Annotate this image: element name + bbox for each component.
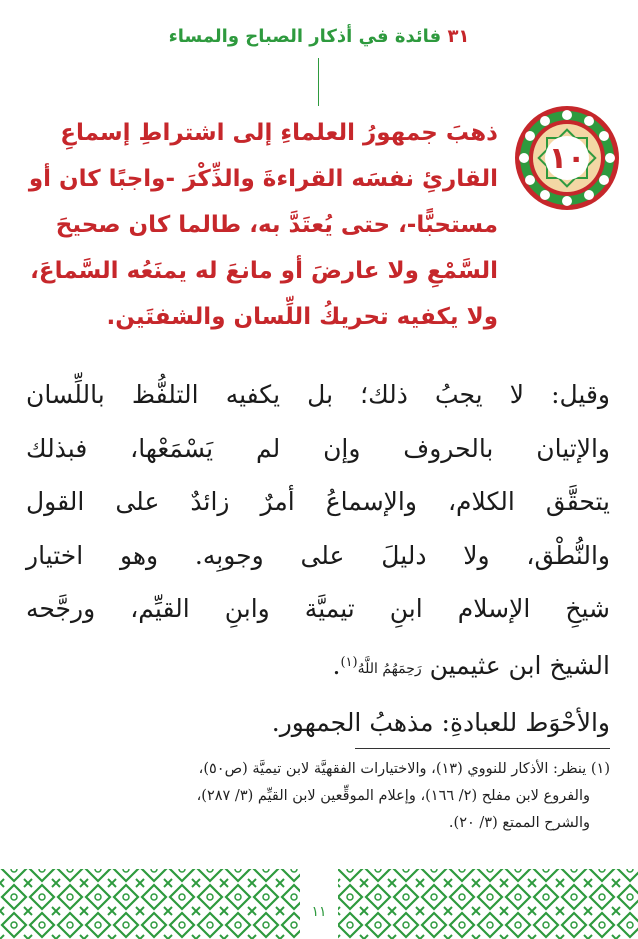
main-text-line: القارئِ نفسَه القراءةَ والذِّكْرَ -واجبًا كان أو	[28, 166, 498, 192]
footnote-separator	[355, 748, 610, 749]
body-text-line-with-honorific: الشيخ ابن عثيمين رَحِمَهُمُ اللَّهُ$^{(١)}$.	[332, 650, 610, 680]
main-text-line: ولا يكفيه تحريكُ اللِّسان والشفتَين.	[106, 304, 498, 330]
header-divider-line	[318, 58, 319, 106]
header-title: فائدة في أذكار الصباح والمساء	[168, 26, 442, 47]
footnote-line: والشرح الممتع (٣/ ٢٠).	[448, 815, 590, 831]
body-text-line: يتحقَّق الكلام، والإسماعُ أمرٌ زائدٌ على القول	[26, 487, 610, 516]
main-text-line: السَّمْعِ ولا عارضَ أو مانعَ له يمنَعُه السَّماعَ،	[30, 258, 498, 284]
body-text-fragment: الشيخ ابن عثيمين	[429, 650, 610, 680]
running-header	[0, 26, 638, 47]
decorative-border-icon	[0, 855, 638, 939]
main-text-line: ذهبَ جمهورُ العلماءِ إلى اشتراطِ إسماعِ	[60, 120, 498, 146]
main-text-line: مستحبًّا-، حتى يُعتَدَّ به، طالما كان صحيحَ	[55, 212, 498, 238]
footnote-reference: (١)	[340, 654, 358, 670]
body-text-line: والإتيان بالحروف وإن لم يَسْمَعْها، فبذلك	[26, 433, 610, 463]
body-paragraph	[26, 368, 610, 750]
body-text-line: وقيل: لا يجبُ ذلك؛ بل يكفيه التلفُّظ باللِّسان	[26, 380, 610, 409]
footnote-line: (١) ينظر: الأذكار للنووي (١٣)، والاختيارات الفقهيَّة لابن تيميَّة (ص٥٠)،	[198, 761, 610, 777]
body-text-line: والأحْوَط للعبادةِ: مذهبُ الجمهور.	[271, 708, 610, 737]
benefit-number: ١٠	[548, 140, 586, 176]
main-statement	[28, 110, 498, 340]
header-page-number: ٣١	[447, 26, 470, 47]
body-text-line: شيخِ الإسلام ابنِ تيميَّة وابنِ القيِّم، ورجَّحه	[26, 594, 610, 623]
honorific-phrase: رَحِمَهُمُ اللَّهُ	[357, 660, 422, 677]
page-number: ١١	[304, 904, 334, 920]
footnote-line: والفروع لابن مفلح (٢/ ١٦٦)، وإعلام الموقِّعين لابن القيِّم (٣/ ٢٨٧)،	[196, 788, 590, 804]
body-text-line: والنُّطْق، ولا دليلَ على وجوبِه. وهو اختيار	[26, 540, 610, 570]
footnotes	[26, 756, 610, 837]
